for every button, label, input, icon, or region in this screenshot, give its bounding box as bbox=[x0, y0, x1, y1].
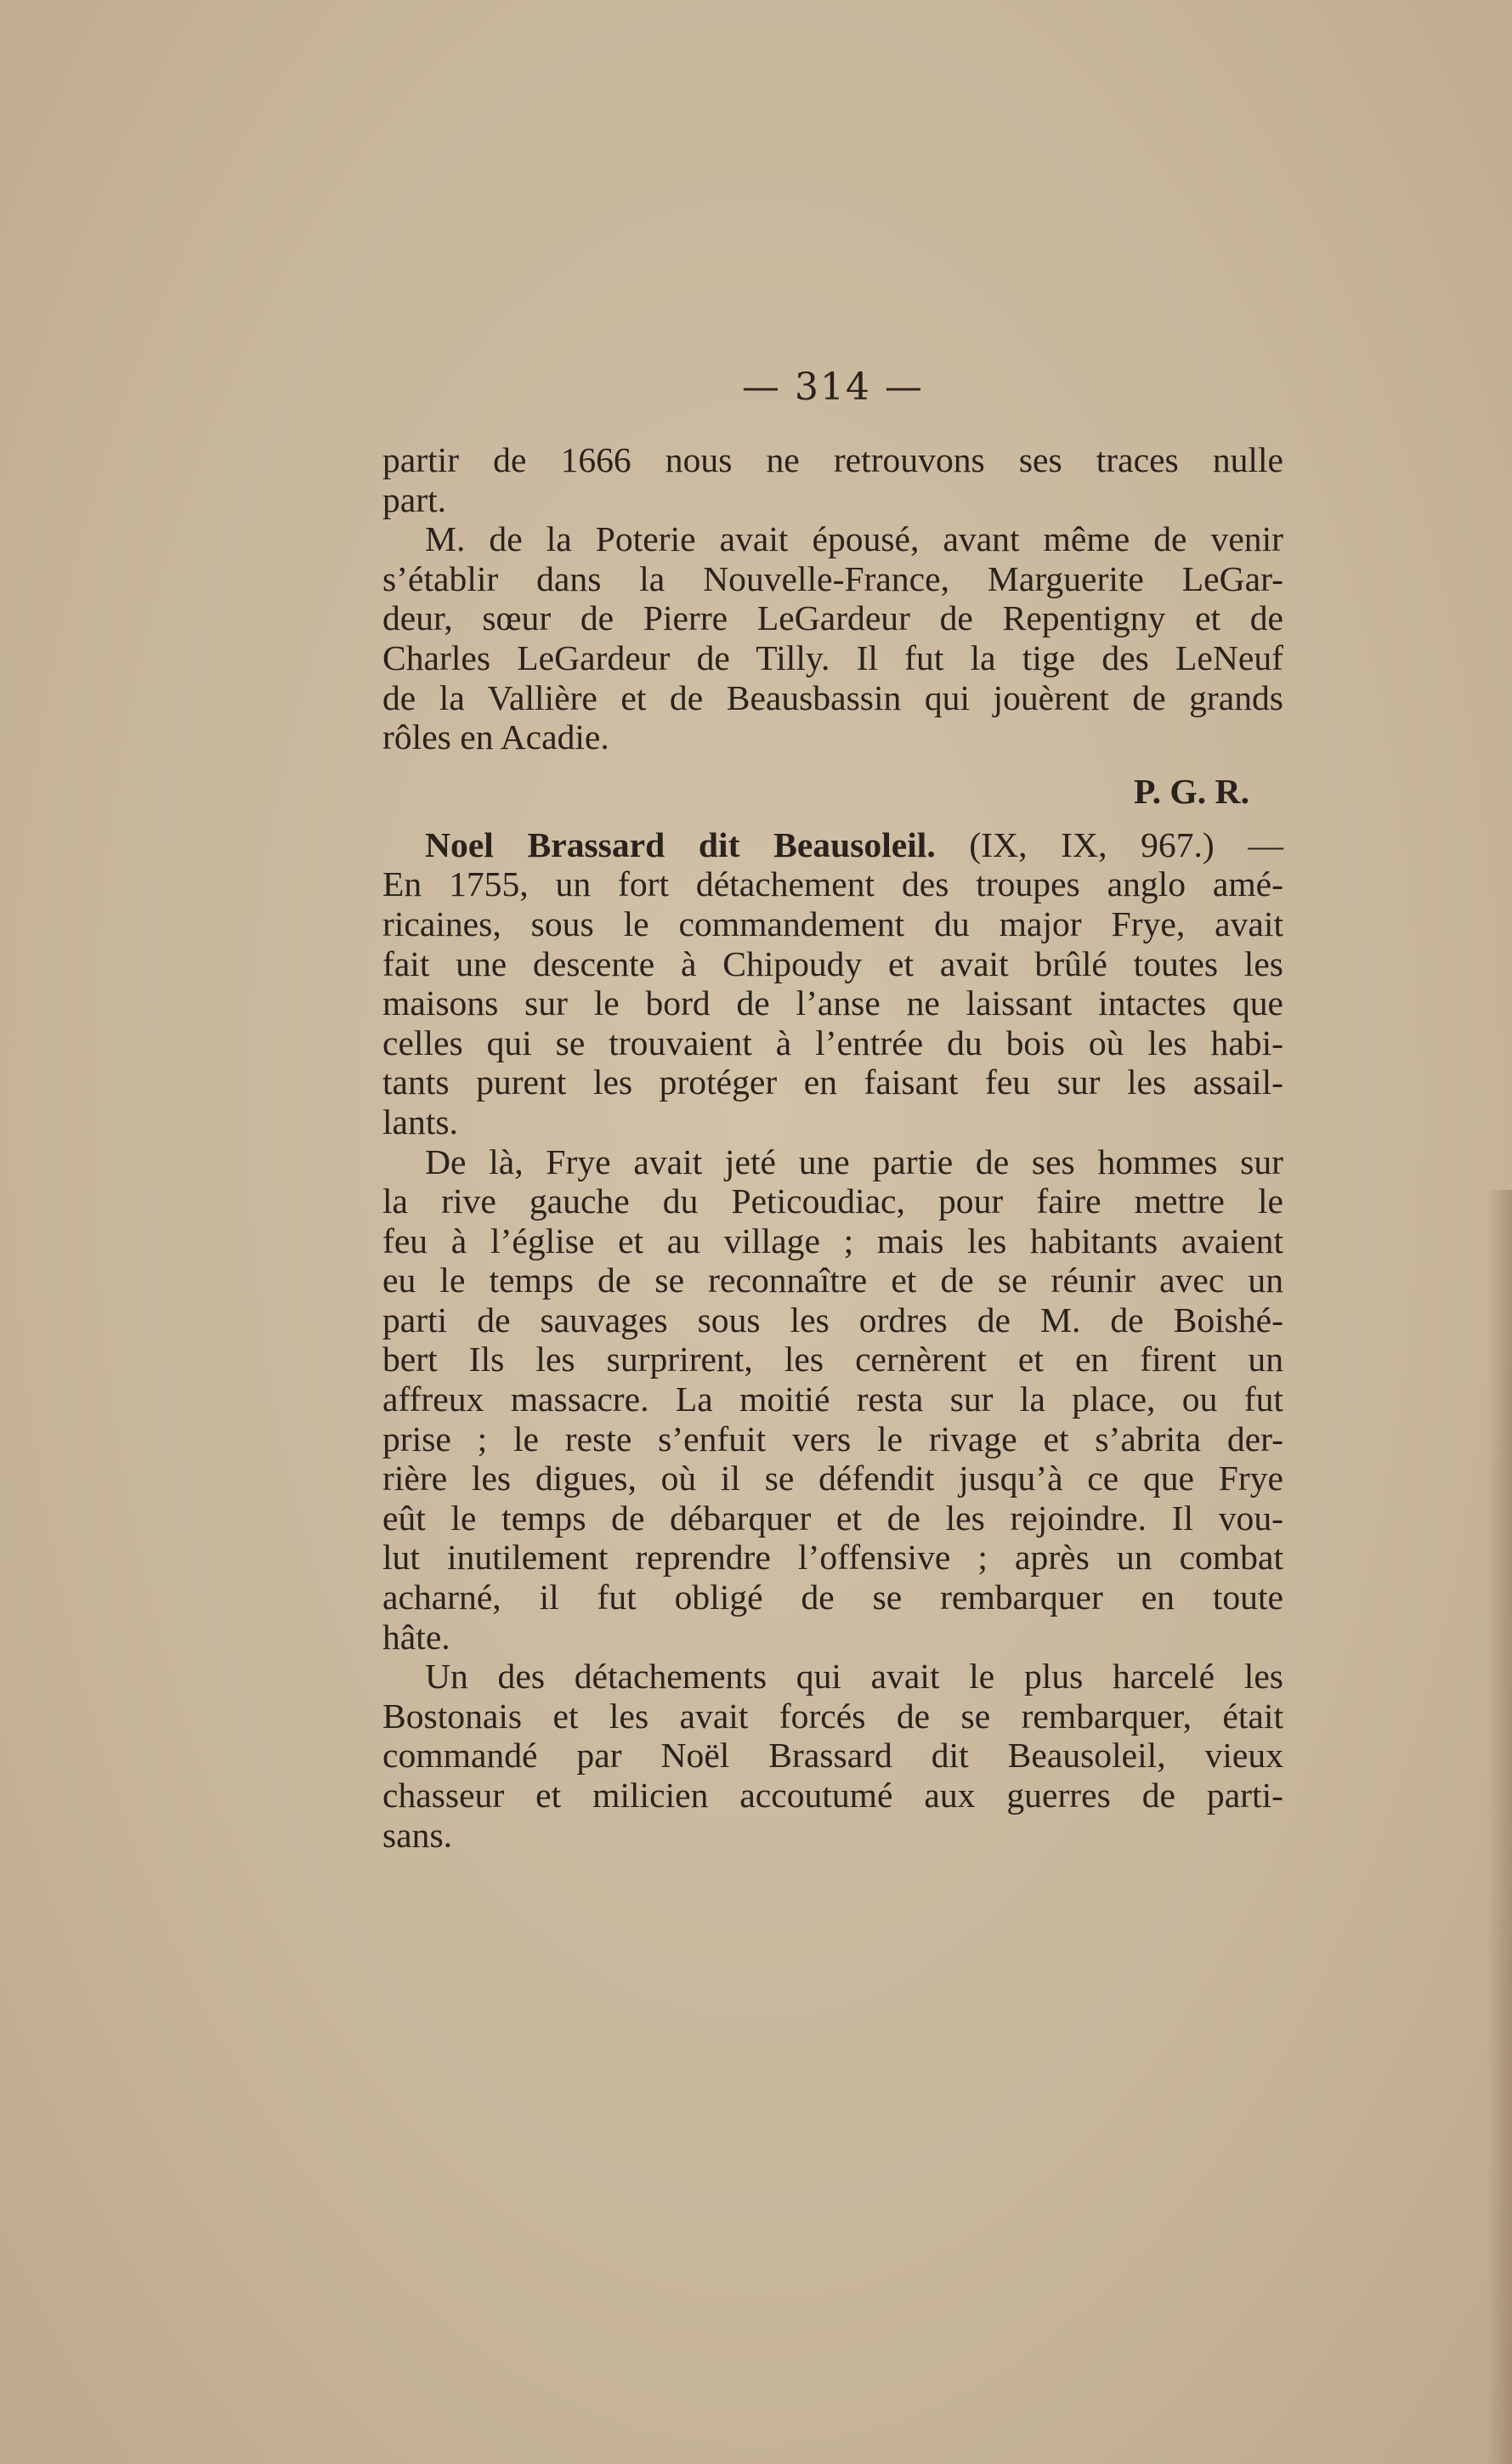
text-line: celles qui se trouvaient à l’entrée du bois où les habi- bbox=[382, 1022, 1283, 1062]
text-line: lants. bbox=[382, 1102, 458, 1141]
entry-heading: Noel Brassard dit Beausoleil. bbox=[425, 824, 936, 864]
text-line: prise ; le reste s’enfuit vers le rivage et s’abrita der- bbox=[382, 1419, 1283, 1459]
text-line: tants purent les protéger en faisant feu sur les assail- bbox=[382, 1062, 1283, 1102]
text-line: part. bbox=[382, 479, 447, 519]
text-line: Charles LeGardeur de Tilly. Il fut la tige des LeNeuf bbox=[382, 637, 1283, 677]
text-line: fait une descente à Chipoudy et avait brûlé toutes les bbox=[382, 943, 1283, 983]
text-line: affreux massacre. La moitié resta sur la place, ou fut bbox=[382, 1379, 1283, 1419]
text-line: acharné, il fut obligé de se rembarquer en toute bbox=[382, 1578, 1283, 1617]
text-line: En 1755, un fort détachement des troupes anglo amé- bbox=[382, 864, 1283, 904]
text-line: hâte. bbox=[382, 1617, 450, 1657]
text-line: feu à l’église et au village ; mais les habitants avaient bbox=[382, 1221, 1283, 1260]
text-line: ricaines, sous le commandement du major Frye, avait bbox=[382, 903, 1283, 943]
text-line: rôles en Acadie. bbox=[382, 717, 609, 757]
body-text bbox=[382, 440, 1283, 1855]
page-number: — 314 — bbox=[742, 365, 924, 409]
text-line: lut inutilement reprendre l’offensive ; après un combat bbox=[382, 1538, 1283, 1578]
text-line: rière les digues, où il se défendit jusqu’à ce que Frye bbox=[382, 1459, 1283, 1498]
text-line: commandé par Noël Brassard dit Beausoleil, vieux bbox=[382, 1736, 1283, 1776]
text-line: bert Ils les surprirent, les cernèrent et en firent un bbox=[382, 1340, 1283, 1379]
text-line: eu le temps de se reconnaître et de se réunir avec un bbox=[382, 1260, 1283, 1300]
text-line: de la Vallière et de Beausbassin qui jouèrent de grands bbox=[382, 677, 1283, 717]
text-line: M. de la Poterie avait épousé, avant même de venir bbox=[425, 519, 1283, 559]
text-line: Un des détachements qui avait le plus harcelé les bbox=[425, 1657, 1283, 1696]
text-line: s’établir dans la Nouvelle-France, Marguerite LeGar- bbox=[382, 558, 1283, 598]
text-line: Bostonais et les avait forcés de se rembarquer, était bbox=[382, 1696, 1283, 1736]
text-line: chasseur et milicien accoutumé aux guerres de parti- bbox=[382, 1776, 1283, 1815]
text-line: partir de 1666 nous ne retrouvons ses traces nulle bbox=[382, 440, 1283, 479]
signature: P. G. R. bbox=[1134, 771, 1249, 811]
text-line: maisons sur le bord de l’anse ne laissant intactes que bbox=[382, 983, 1283, 1023]
entry-heading-line bbox=[382, 825, 1283, 865]
text-line: De là, Frye avait jeté une partie de ses hommes sur bbox=[425, 1141, 1283, 1181]
entry-reference: (IX, IX, 967.) — bbox=[935, 824, 1283, 864]
text-line: sans. bbox=[382, 1815, 453, 1855]
text-line: parti de sauvages sous les ordres de M. de Boishé- bbox=[382, 1300, 1283, 1340]
text-line: deur, sœur de Pierre LeGardeur de Repentigny et de bbox=[382, 598, 1283, 638]
page-edge-shadow bbox=[1487, 1190, 1512, 2464]
text-line: la rive gauche du Peticoudiac, pour faire mettre le bbox=[382, 1181, 1283, 1221]
text-line: eût le temps de débarquer et de les rejoindre. Il vou- bbox=[382, 1498, 1283, 1538]
